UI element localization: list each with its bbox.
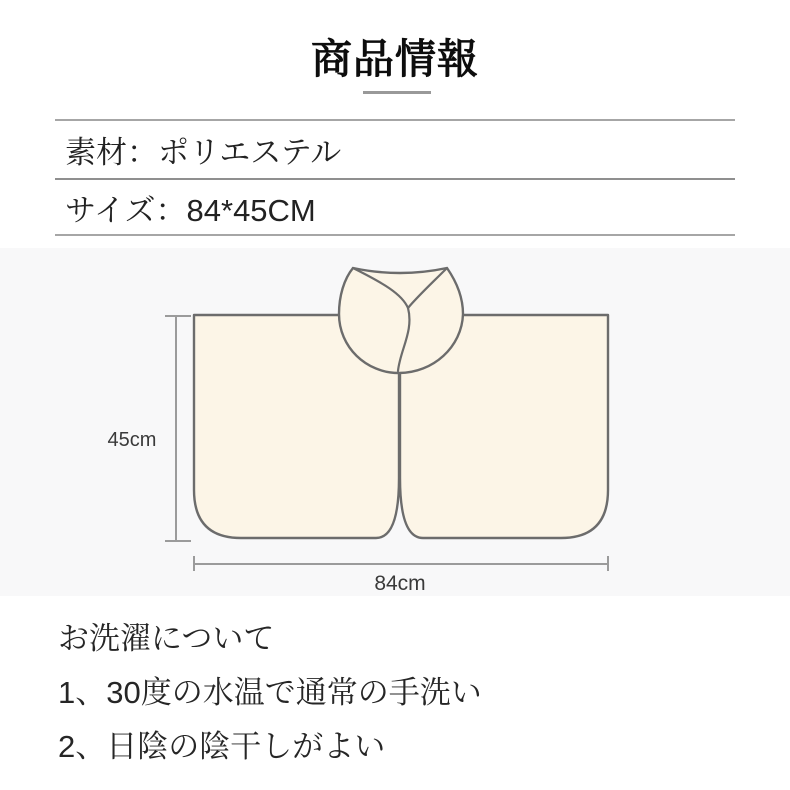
page-title: 商品情報 (311, 36, 479, 82)
care-heading: お洗濯について (58, 621, 275, 656)
material-text: 素材：ポリエステル (65, 135, 342, 170)
care-section (58, 612, 758, 774)
width-dim-label: 84cm (374, 572, 426, 595)
height-dim-label: 45cm (107, 429, 157, 451)
care-item-1: 1、30度の水温で通常の手洗い (58, 675, 482, 710)
care-item-2: 2、日陰の陰干しがよい (58, 729, 386, 764)
size-text: サイズ：84*45CM (65, 192, 316, 228)
